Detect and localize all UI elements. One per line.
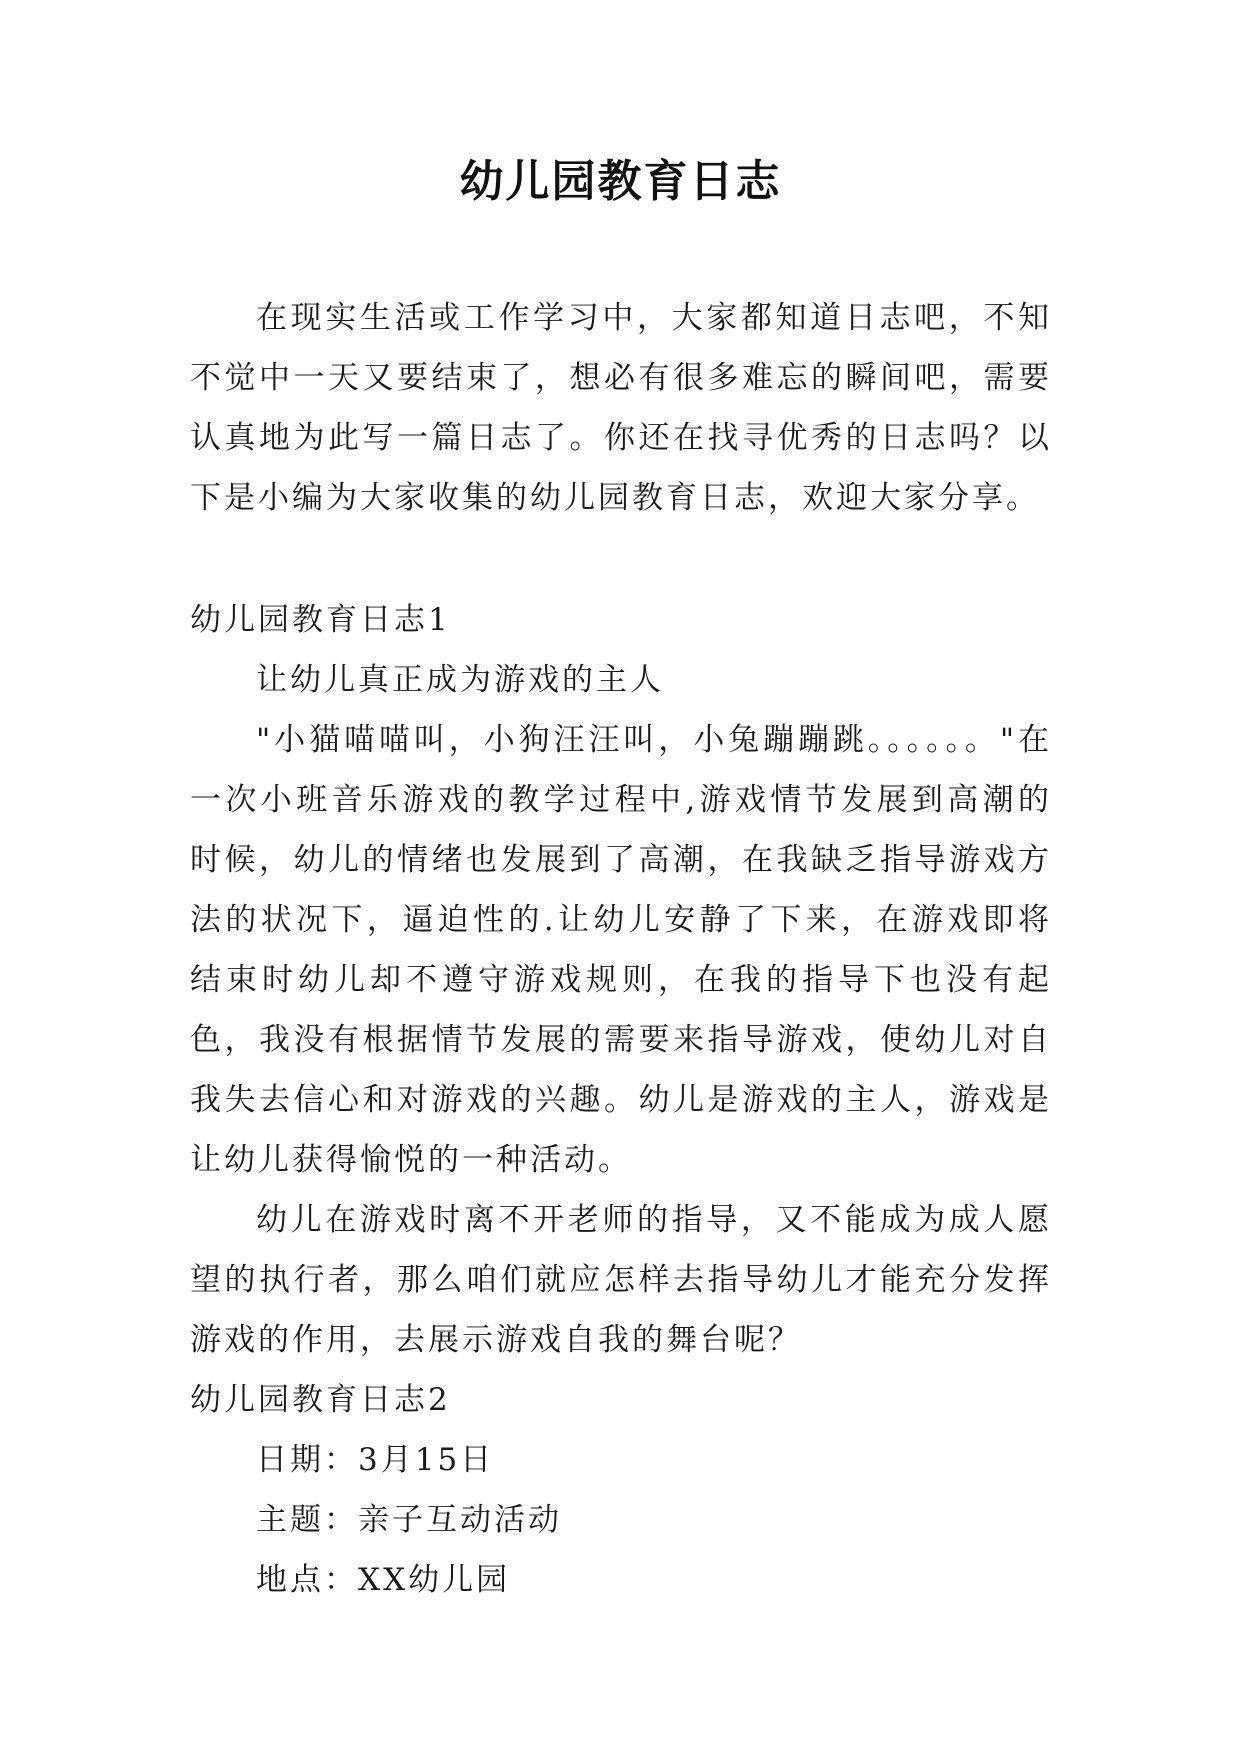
intro-paragraph: 在现实生活或工作学习中，大家都知道日志吧，不知不觉中一天又要结束了，想必有很多难忘的瞬间吧，需要认真地为此写一篇日志了。你还在找寻优秀的日志吗？以下是小编为大家收集的幼儿园教育日志，欢迎大家分享。 bbox=[190, 300, 1052, 516]
body-paragraph: 幼儿在游戏时离不开老师的指导，又不能成为成人愿望的执行者，那么咱们就应怎样去指导幼儿才能充分发挥游戏的作用，去展示游戏自我的舞台呢？ bbox=[190, 1202, 1052, 1358]
section-heading: 幼儿园教育日志2 bbox=[190, 1382, 451, 1418]
document-body bbox=[190, 288, 1052, 1610]
theme-line: 主题：亲子互动活动 bbox=[256, 1502, 562, 1538]
body-paragraph: "小猫喵喵叫，小狗汪汪叫，小兔蹦蹦跳。。。。。。"在一次小班音乐游戏的教学过程中,游戏情节发展到高潮的时候，幼儿的情绪也发展到了高潮，在我缺乏指导游戏方法的状况下，逼迫性的.让幼儿安静了下来，在游戏即将结束时幼儿却不遵守游戏规则，在我的指导下也没有起色，我没有根据情节发展的需要来指导游戏，使幼儿对自我失去信心和对游戏的兴趣。幼儿是游戏的主人，游戏是让幼儿获得愉悦的一种活动。 bbox=[190, 722, 1052, 1178]
location-line: 地点：XX幼儿园 bbox=[256, 1562, 511, 1598]
section-heading: 幼儿园教育日志1 bbox=[190, 602, 451, 638]
section-subtitle: 让幼儿真正成为游戏的主人 bbox=[256, 662, 664, 698]
date-line: 日期：3月15日 bbox=[256, 1442, 495, 1478]
document-title: 幼儿园教育日志 bbox=[459, 156, 782, 207]
